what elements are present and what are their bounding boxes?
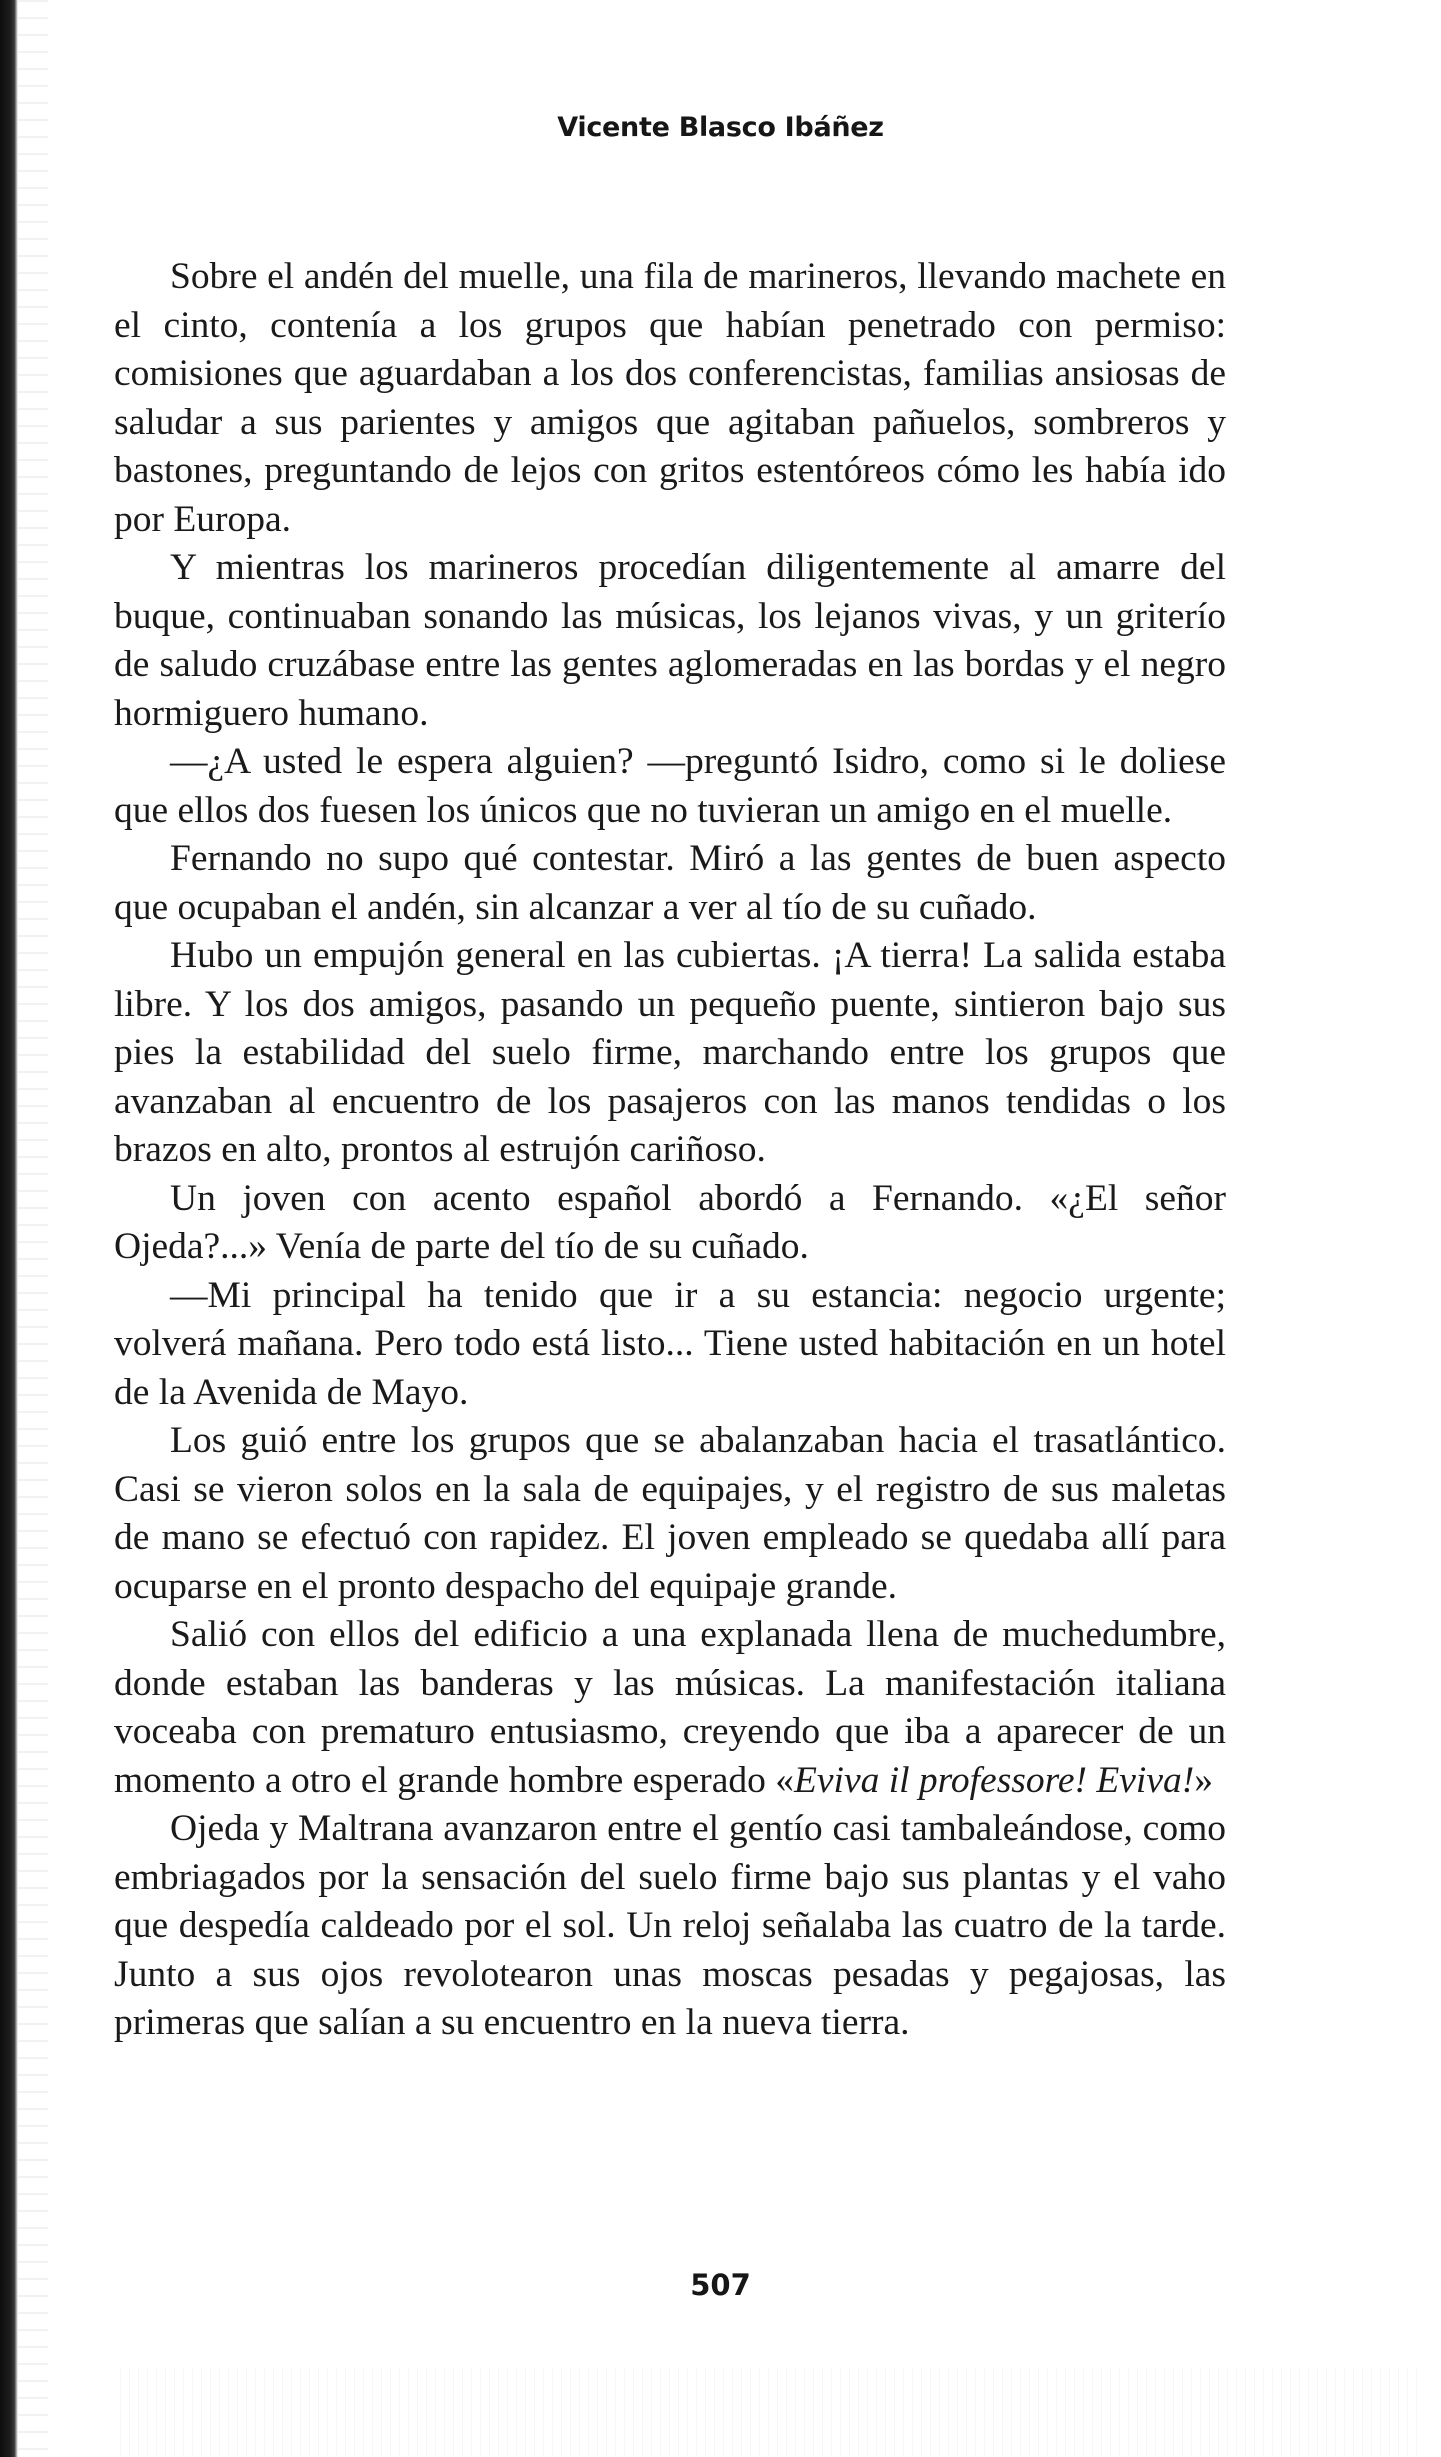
- paragraph: —¿A usted le espera alguien? —preguntó Isidro, como si le doliese que ellos dos fuesen los únicos que no tuvieran un amigo en el muelle.: [114, 741, 1226, 831]
- paragraph: Sobre el andén del muelle, una fila de marineros, llevando machete en el cinto, contenía a los grupos que habían penetrado con permiso: comisiones que aguardaban a los dos conferencistas, familias ansiosas de saludar a sus parientes y amigos que agitaban pañuelos, sombreros y bastones, preguntando de lejos con gritos estentóreos cómo les había ido por Europa.: [114, 256, 1226, 540]
- page-number: 507: [690, 2268, 751, 2302]
- paragraph: Hubo un empujón general en las cubiertas. ¡A tierra! La salida estaba libre. Y los dos amigos, pasando un pequeño puente, sintieron bajo sus pies la estabilidad del suelo firme, marchando entre los grupos que avanzaban al encuentro de los pasajeros con las manos tendidas o los brazos en alto, prontos al estrujón cariñoso.: [114, 935, 1226, 1170]
- scan-bottom-noise: [120, 2367, 1420, 2457]
- quote-mark-close: »: [1194, 1759, 1213, 1801]
- paragraph-with-quote: [114, 1611, 1226, 1805]
- book-spine-shadow: [0, 0, 18, 2457]
- quote-mark-open: «: [775, 1759, 794, 1801]
- paragraph-text: Salió con ellos del edificio a una explanada llena de muchedumbre, donde estaban las banderas y las músicas. La manifestación italiana voceaba con prematuro entusiasmo, creyendo que iba a aparecer de un momento a otro el grande hombre esperado: [114, 1614, 1226, 1801]
- paragraph: Ojeda y Maltrana avanzaron entre el gentío casi tambaleándose, como embriagados por la sensación del suelo firme bajo sus plantas y el vaho que despedía caldeado por el sol. Un reloj señalaba las cuatro de la tarde. Junto a sus ojos revolotearon unas moscas pesadas y pegajosas, las primeras que salían a su encuentro en la nueva tierra.: [114, 1808, 1226, 2043]
- paragraph: Fernando no supo qué contestar. Miró a las gentes de buen aspecto que ocupaban el andén, sin alcanzar a ver al tío de su cuñado.: [114, 838, 1226, 928]
- running-header: Vicente Blasco Ibáñez: [557, 112, 884, 143]
- scan-spine-noise: [18, 0, 48, 2457]
- paragraph: Un joven con acento español abordó a Fernando. «¿El señor Ojeda?...» Venía de parte del tío de su cuñado.: [114, 1177, 1226, 1267]
- page-body: [114, 253, 1226, 2048]
- paragraph: —Mi principal ha tenido que ir a su estancia: negocio urgente; volverá mañana. Pero todo está listo... Tiene usted habitación en un hotel de la Avenida de Mayo.: [114, 1274, 1226, 1413]
- paragraph: Y mientras los marineros procedían diligentemente al amarre del buque, continuaban sonando las músicas, los lejanos vivas, y un griterío de saludo cruzábase entre las gentes aglomeradas en las bordas y el negro hormiguero humano.: [114, 547, 1226, 734]
- italic-quote: Eviva il professore! Eviva!: [793, 1759, 1195, 1801]
- paragraph: Los guió entre los grupos que se abalanzaban hacia el trasatlántico. Casi se vieron solos en la sala de equipajes, y el registro de sus maletas de mano se efectuó con rapidez. El joven empleado se quedaba allí para ocuparse en el pronto despacho del equipaje grande.: [114, 1420, 1226, 1607]
